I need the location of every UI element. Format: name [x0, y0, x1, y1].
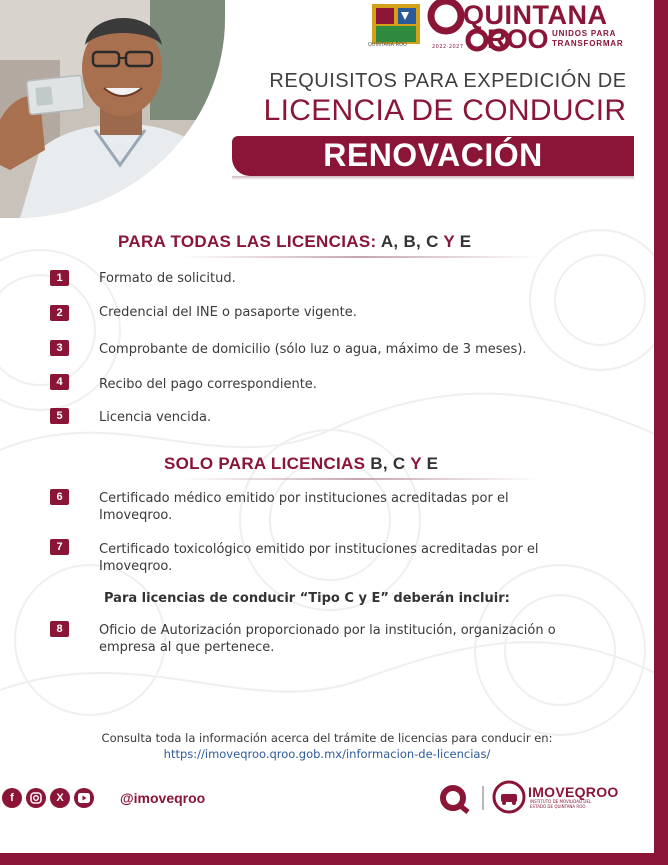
heading-underline	[180, 256, 540, 258]
licence-type-b: B,	[370, 454, 388, 473]
right-border	[654, 0, 668, 865]
heading-connector-y: Y	[443, 232, 455, 251]
requirement-item: Certificado médico emitido por instituciones acreditadas por el Imoveqroo.	[99, 491, 509, 523]
heading-underline	[180, 478, 540, 480]
section-heading-bce-licences	[164, 454, 438, 474]
requirement-item: Recibo del pago correspondiente.	[99, 377, 317, 392]
brand-word-roo: ROO	[487, 24, 549, 54]
item-number-badge: 6	[50, 489, 69, 505]
slogan-line2: TRANSFORMAR	[552, 39, 624, 48]
item-number-badge: 5	[50, 408, 69, 424]
footer-separator	[482, 786, 484, 810]
social-icons	[2, 788, 94, 808]
section-heading-text: PARA TODAS LAS LICENCIAS:	[118, 232, 377, 251]
licence-type-a: A,	[380, 232, 399, 251]
imoveqroo-logo-icon	[492, 780, 526, 814]
title-line2: LICENCIA DE CONDUCIR	[263, 94, 627, 127]
youtube-icon[interactable]	[74, 788, 94, 808]
licence-type-c: C	[426, 232, 439, 251]
licence-type-e: E	[426, 454, 439, 473]
org-name: IMOVEQROO	[528, 784, 619, 800]
instagram-icon[interactable]	[26, 788, 46, 808]
item-number-badge: 8	[50, 621, 69, 637]
brand-word-quintana: QUINTANA	[463, 0, 608, 30]
requirement-item: Certificado toxicológico emitido por instituciones acreditadas por el Imoveqroo.	[99, 542, 539, 574]
section-heading-text: SOLO PARA LICENCIAS	[164, 454, 366, 473]
requirement-item: Formato de solicitud.	[99, 271, 236, 286]
licence-type-c: C	[392, 454, 406, 473]
licences-info-link[interactable]: https://imoveqroo.qroo.gob.mx/informacion-de-licencias/	[163, 747, 491, 761]
org-subtitle: INSTITUTO DE MOVILIDAD DEL ESTADO DE QUINTANA ROO	[530, 799, 592, 809]
driver-photo	[0, 0, 225, 218]
requirement-item: Credencial del INE o pasaporte vigente.	[99, 305, 357, 320]
item-number-badge: 1	[50, 270, 69, 286]
type-c-e-note: Para licencias de conducir “Tipo C y E” deberán incluir:	[104, 591, 510, 606]
consult-text: Consulta toda la información acerca del trámite de licencias para conducir en:	[101, 731, 553, 745]
item-number-badge: 2	[50, 305, 69, 321]
quintana-roo-q-icon	[438, 784, 472, 814]
brand-period: 2022·2027	[432, 44, 464, 50]
requirement-item: Licencia vencida.	[99, 410, 212, 425]
facebook-icon[interactable]: f	[2, 788, 22, 808]
item-number-badge: 4	[50, 374, 69, 390]
item-number-badge: 7	[50, 539, 69, 555]
x-icon[interactable]: X	[50, 788, 70, 808]
banner-shadow	[232, 176, 634, 180]
shield-caption: QUINTANA ROO	[368, 42, 407, 48]
social-handle: @imoveqroo	[120, 790, 206, 806]
renovacion-banner-text: RENOVACIÓN	[323, 137, 543, 173]
bottom-border	[0, 853, 668, 865]
section-heading-all-licences	[118, 232, 471, 252]
item-number-badge: 3	[50, 340, 69, 356]
requirement-item: Comprobante de domicilio (sólo luz o agua, máximo de 3 meses).	[99, 342, 527, 357]
title-line1: REQUISITOS PARA EXPEDICIÓN DE	[269, 70, 627, 92]
licence-type-b: B,	[403, 232, 422, 251]
heading-connector-y: Y	[410, 454, 422, 473]
slogan-line1: UNIDOS PARA	[552, 29, 617, 38]
requirement-item: Oficio de Autorización proporcionado por la institución, organización o empresa al que pertenece.	[99, 623, 556, 655]
licence-type-e: E	[459, 232, 472, 251]
